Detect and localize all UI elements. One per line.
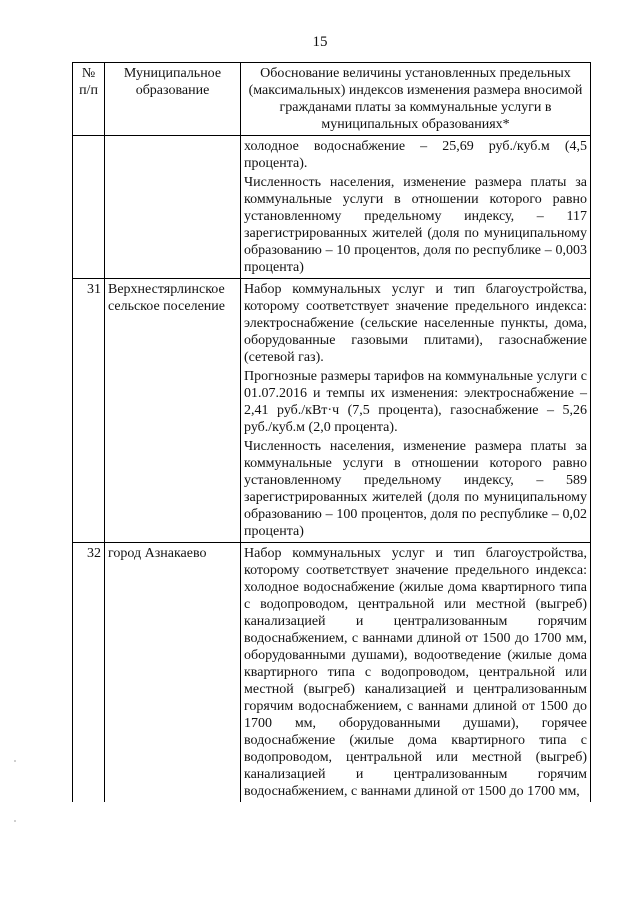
page-number: 15 <box>312 34 328 50</box>
row-municipality: город Азнакаево <box>105 543 241 803</box>
table-row <box>73 279 591 543</box>
table-header-row <box>73 63 591 136</box>
row-number: 32 <box>73 543 105 803</box>
row-justification <box>241 279 591 543</box>
row-justification <box>241 136 591 279</box>
justification-paragraph: холодное водоснабжение – 25,69 руб./куб.м (4,5 процента). <box>244 139 587 171</box>
tariff-index-table <box>72 62 591 802</box>
row-number <box>73 136 105 279</box>
header-municipality: Муниципальное образование <box>105 63 241 136</box>
table-row <box>73 543 591 803</box>
row-justification <box>241 543 591 803</box>
scan-mark <box>14 760 16 762</box>
row-number: 31 <box>73 279 105 543</box>
header-number: № п/п <box>73 63 105 136</box>
justification-paragraph: Набор коммунальных услуг и тип благоустройства, которому соответствует значение предельного индекса: электроснабжение (сельские населенные пункты, дома, оборудованные газовыми плитами), газоснабжение (сетевой газ). <box>244 282 587 365</box>
row-municipality: Верхнестярлинское сельское поселение <box>105 279 241 543</box>
scan-mark <box>14 820 16 822</box>
justification-paragraph: Численность населения, изменение размера платы за коммунальные услуги в отношении которого равно установленному предельному индексу, – 117 зарегистрированных жителей (доля по муниципальному образованию – 10 процентов, доля по республике – 0,003 процента) <box>244 175 587 275</box>
row-municipality <box>105 136 241 279</box>
header-justification: Обоснование величины установленных предельных (максимальных) индексов изменения размера вносимой гражданами платы за коммунальные услуги в муниципальных образованиях* <box>241 63 591 136</box>
justification-paragraph: Прогнозные размеры тарифов на коммунальные услуги с 01.07.2016 и темпы их изменения: электроснабжение – 2,41 руб./кВт·ч (7,5 процента), газоснабжение – 5,26 руб./куб.м (2,0 процента). <box>244 369 587 435</box>
justification-paragraph: Набор коммунальных услуг и тип благоустройства, которому соответствует значение предельного индекса: холодное водоснабжение (жилые дома квартирного типа с водопроводом, центральной или местной (выгреб) канализацией и централизованным горячим водоснабжением, с ваннами длиной от 1500 до 1700 мм, оборудованными душами), водоотведение (жилые дома квартирного типа с водопроводом, центральной или местной (выгреб) канализацией и централизованным горячим водоснабжением, с ваннами длиной от 1500 до 1700 мм, оборудованными душами), горячее водоснабжение (жилые дома квартирного типа с водопроводом, центральной или местной (выгреб) канализацией и централизованным горячим водоснабжением, с ваннами длиной от 1500 до 1700 мм, <box>244 546 587 799</box>
justification-paragraph: Численность населения, изменение размера платы за коммунальные услуги в отношении которого равно установленному предельному индексу, – 589 зарегистрированных жителей (доля по муниципальному образованию – 100 процентов, доля по республике – 0,02 процента) <box>244 439 587 539</box>
table-row <box>73 136 591 279</box>
